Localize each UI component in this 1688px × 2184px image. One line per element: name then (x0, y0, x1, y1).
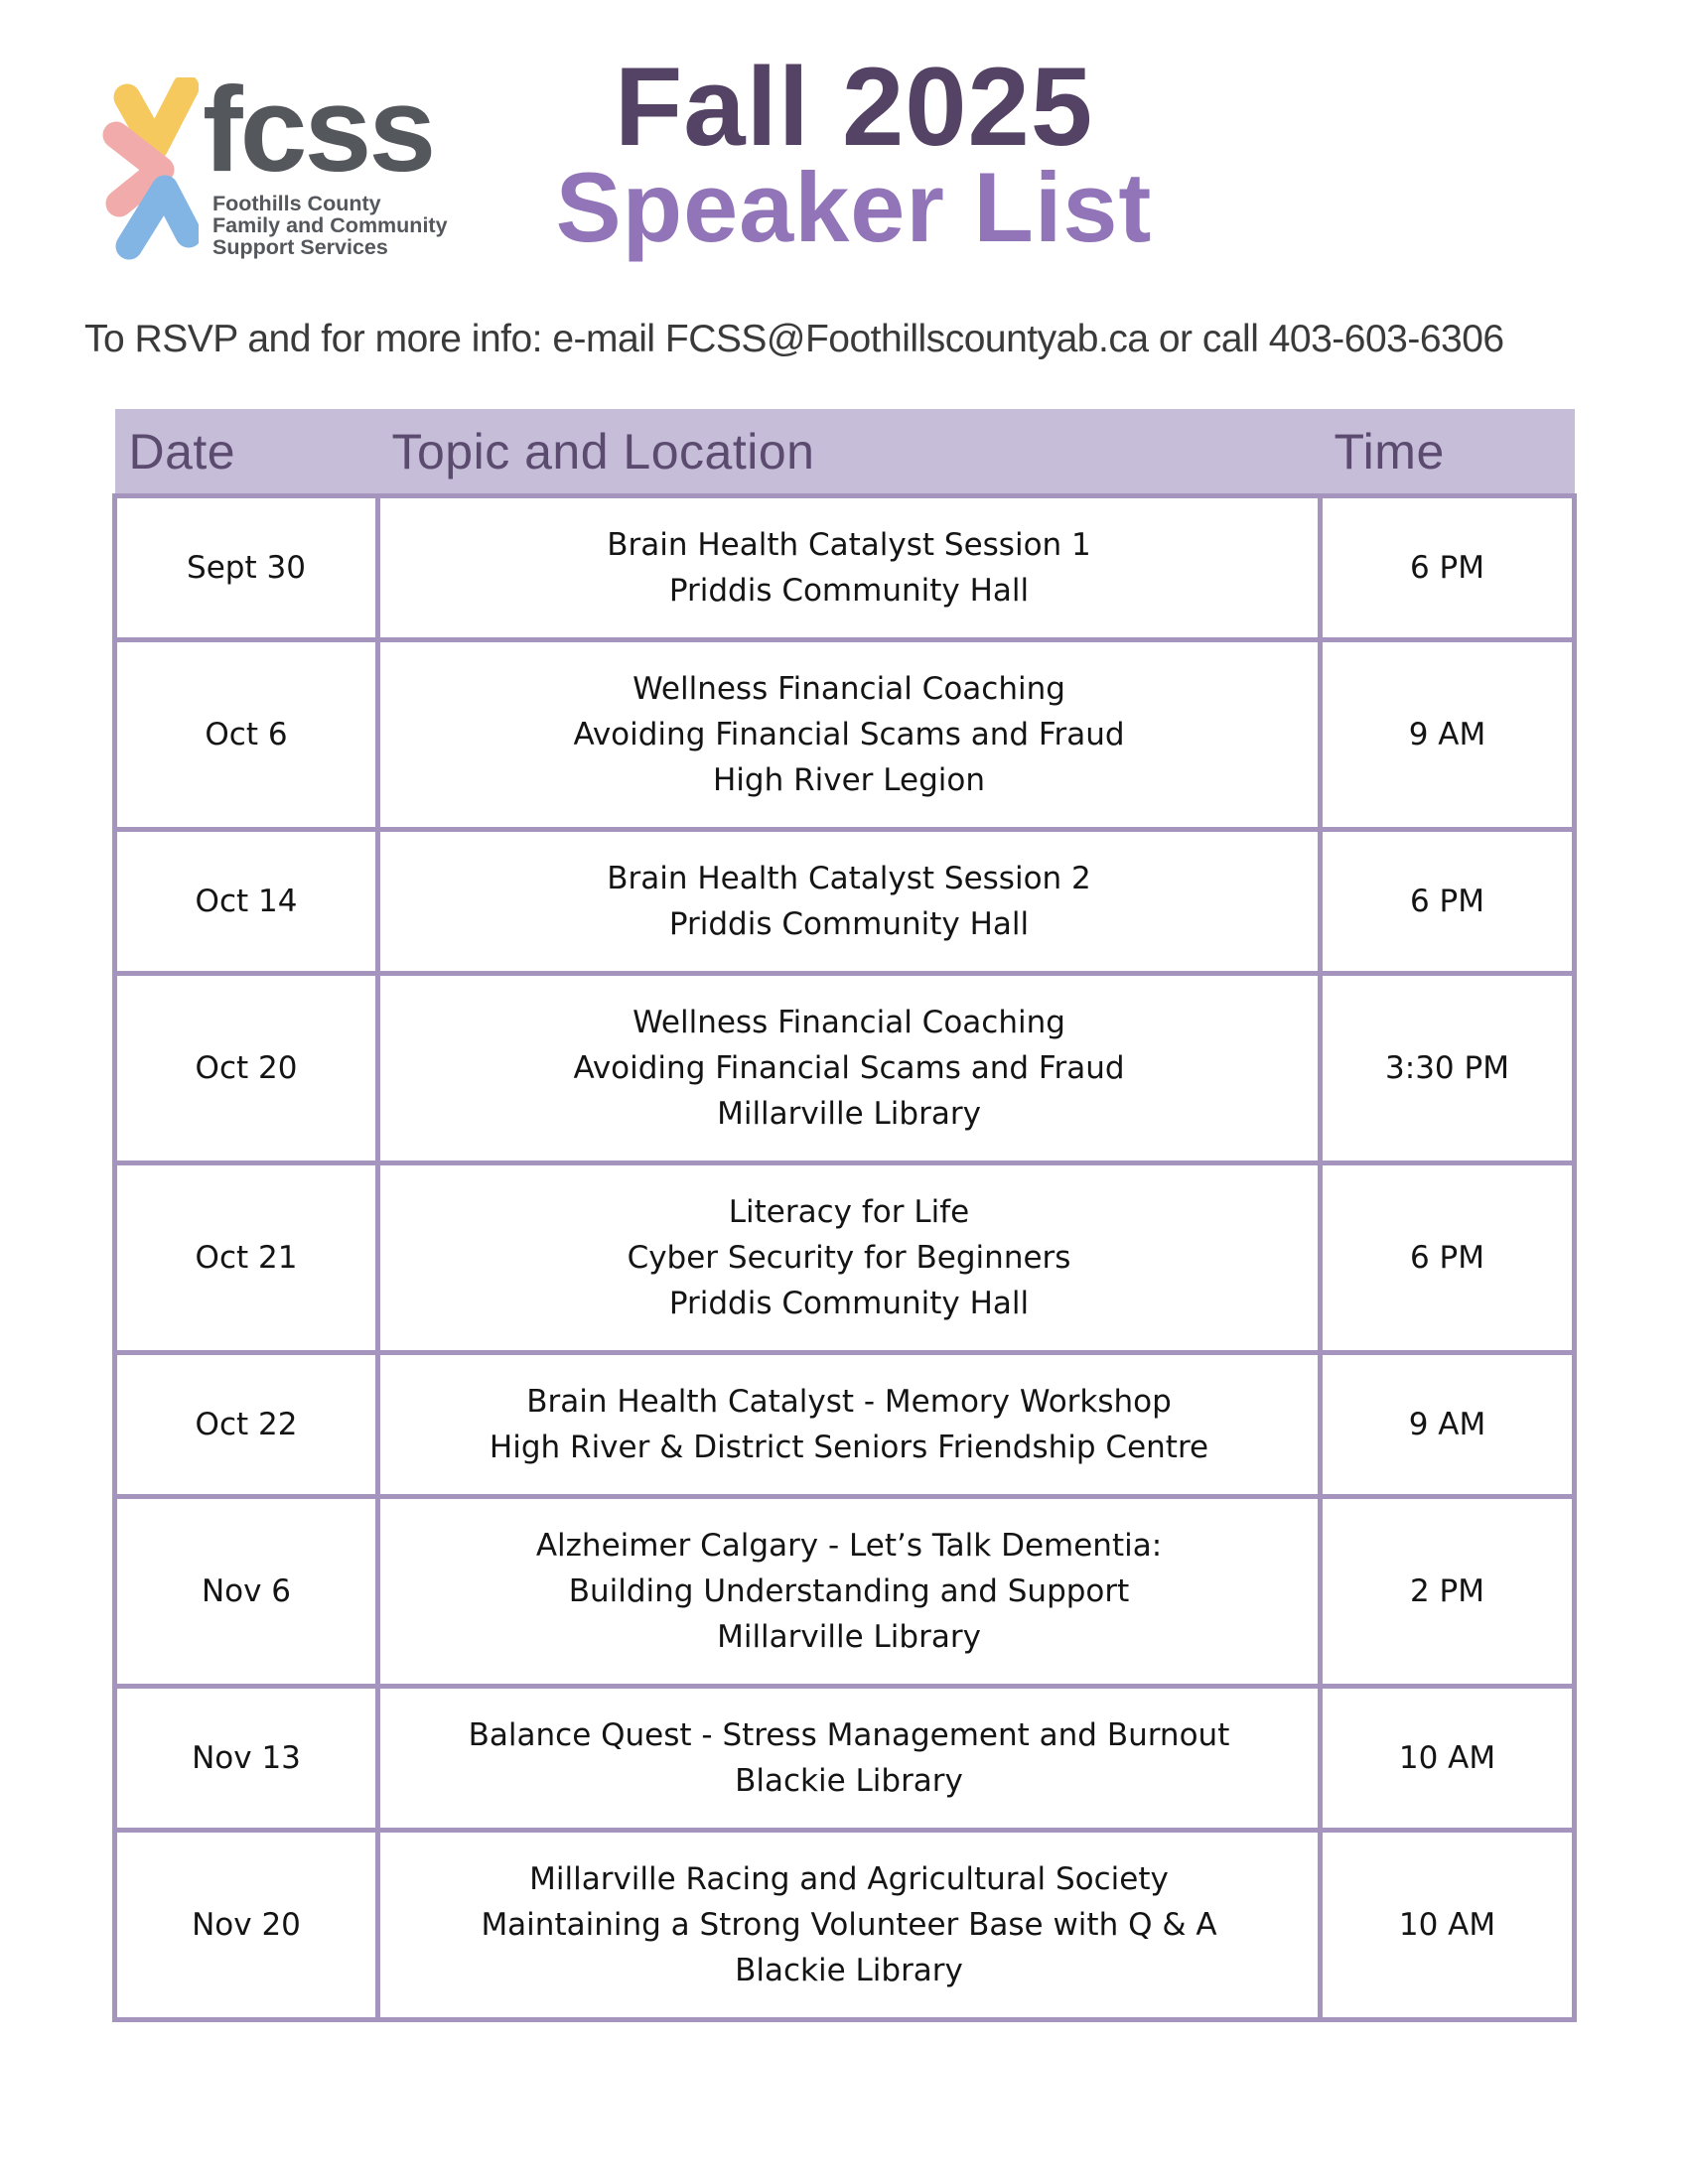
table-row (115, 1163, 1575, 1353)
topic-line: Wellness Financial Coaching (633, 671, 1065, 707)
topic-cell (378, 496, 1321, 640)
date-cell: Oct 22 (115, 1353, 378, 1497)
topic-line: High River & District Seniors Friendship Centre (489, 1430, 1209, 1465)
speaker-table-body (115, 496, 1575, 2020)
page-title-season: Fall 2025 (614, 45, 1094, 169)
logo-org-line: Family and Community (212, 213, 448, 237)
table-row (115, 1831, 1575, 2020)
date-cell: Nov 13 (115, 1687, 378, 1831)
time-cell: 6 PM (1321, 496, 1575, 640)
topic-line: Balance Quest - Stress Management and Burnout (468, 1717, 1230, 1753)
topic-line: Millarville Racing and Agricultural Society (529, 1861, 1169, 1897)
table-row (115, 1353, 1575, 1497)
time-cell: 6 PM (1321, 1163, 1575, 1353)
header-topic-location: Topic and Location (378, 409, 1321, 496)
topic-line: Priddis Community Hall (668, 1286, 1030, 1321)
topic-line: Blackie Library (735, 1763, 963, 1799)
logo-org-name (212, 193, 448, 258)
topic-line: Blackie Library (735, 1953, 963, 1988)
topic-line: Brain Health Catalyst - Memory Workshop (526, 1384, 1172, 1420)
topic-line: Literacy for Life (728, 1194, 970, 1230)
time-cell: 6 PM (1321, 830, 1575, 974)
date-cell: Sept 30 (115, 496, 378, 640)
topic-line: Brain Health Catalyst Session 2 (607, 861, 1091, 896)
topic-line: Avoiding Financial Scams and Fraud (573, 717, 1125, 752)
topic-line: Building Understanding and Support (568, 1573, 1130, 1609)
logo-wordmark: fcss (203, 62, 434, 197)
table-row (115, 496, 1575, 640)
topic-cell (378, 1687, 1321, 1831)
topic-line: Cyber Security for Beginners (627, 1240, 1071, 1276)
logo-text-block (203, 62, 448, 259)
date-cell: Nov 6 (115, 1497, 378, 1687)
rsvp-contact-line: To RSVP and for more info: e-mail FCSS@Foothillscountyab.ca or call 403-603-6306 (84, 318, 1504, 360)
topic-line: Wellness Financial Coaching (633, 1005, 1065, 1040)
topic-cell (378, 974, 1321, 1163)
fcss-logo-chevrons-icon (99, 77, 199, 266)
topic-cell (378, 1497, 1321, 1687)
topic-cell (378, 1831, 1321, 2020)
topic-line: Millarville Library (717, 1619, 981, 1655)
topic-line: Alzheimer Calgary - Let’s Talk Dementia: (535, 1528, 1163, 1564)
topic-line: Priddis Community Hall (668, 573, 1030, 609)
table-row (115, 1497, 1575, 1687)
fcss-logo (99, 62, 448, 266)
speaker-table-header (115, 409, 1575, 496)
table-row (115, 640, 1575, 830)
date-cell: Oct 20 (115, 974, 378, 1163)
time-cell: 3:30 PM (1321, 974, 1575, 1163)
page-title (467, 45, 1241, 262)
date-cell: Nov 20 (115, 1831, 378, 2020)
date-cell: Oct 21 (115, 1163, 378, 1353)
table-row (115, 974, 1575, 1163)
topic-line: High River Legion (713, 762, 985, 798)
topic-cell (378, 1163, 1321, 1353)
topic-cell (378, 1353, 1321, 1497)
logo-org-line: Foothills County (212, 192, 381, 215)
table-row (115, 830, 1575, 974)
page-title-subtitle: Speaker List (555, 152, 1153, 262)
header-date: Date (115, 409, 378, 496)
topic-line: Priddis Community Hall (668, 906, 1030, 942)
time-cell: 9 AM (1321, 640, 1575, 830)
table-row (115, 1687, 1575, 1831)
time-cell: 10 AM (1321, 1687, 1575, 1831)
logo-org-line: Support Services (212, 235, 388, 259)
time-cell: 10 AM (1321, 1831, 1575, 2020)
date-cell: Oct 6 (115, 640, 378, 830)
time-cell: 9 AM (1321, 1353, 1575, 1497)
date-cell: Oct 14 (115, 830, 378, 974)
topic-line: Millarville Library (717, 1096, 981, 1132)
speaker-table (112, 409, 1577, 2022)
time-cell: 2 PM (1321, 1497, 1575, 1687)
topic-cell (378, 640, 1321, 830)
header-row (115, 409, 1575, 496)
topic-line: Brain Health Catalyst Session 1 (607, 527, 1091, 563)
header-time: Time (1321, 409, 1575, 496)
topic-line: Avoiding Financial Scams and Fraud (573, 1050, 1125, 1086)
topic-cell (378, 830, 1321, 974)
topic-line: Maintaining a Strong Volunteer Base with Q & A (481, 1907, 1217, 1943)
